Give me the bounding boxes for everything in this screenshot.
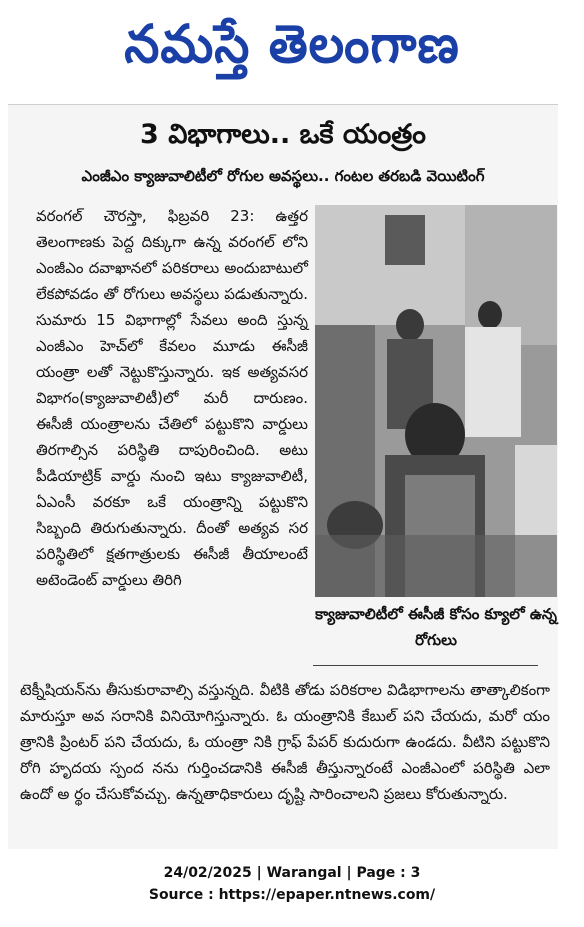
source-link[interactable]: Source : https://epaper.ntnews.com/ [148, 887, 436, 903]
page-footer [0, 862, 584, 906]
photo-caption: క్యాజువాలిటీలో ఈసీజీ కోసం క్యూలో ఉన్న రోగులు [315, 605, 557, 649]
article-headline: 3 విభాగాలు.. ఒకే యంత్రం [140, 119, 426, 150]
caption-divider [313, 665, 538, 666]
edition-meta: 24/02/2025 | Warangal | Page : 3 [163, 865, 421, 881]
article-body-column: వరంగల్ చౌరస్తా, ఫిబ్రవరి 23: ఉత్తర తెలంగాణకు పెద్ద దిక్కుగా ఉన్న వరంగల్ లోని ఎంజీఎం దవాఖానలో పరికరాలు అందుబాటులో లేకపోవడం తో రోగులు అవస్థలు పడుతున్నారు. సుమారు 15 విభాగాల్లో సేవలు అంది స్తున్న ఎంజీఎం హెచ్‌లో కేవలం మూడు ఈసీజీ యంత్రా లతో నెట్టుకొస్తున్నారు. ఇక అత్యవసర విభాగం(క్యాజువాలిటీ)లో మరీ దారుణం. ఈసీజీ యంత్రాలను చేతిలో పట్టుకొని వార్డులు తిరగాల్సిన పరిస్థితి దాపురించింది. అటు పీడియాట్రిక్ వార్డు నుంచి ఇటు క్యాజువాలిటీ, ఏఎంసీ వరకూ ఒకే యంత్రాన్ని పట్టుకొని సిబ్బంది తిరుగుతున్నారు. దీంతో అత్యవ సర పరిస్థితిలో క్షతగాత్రులకు ఈసీజీ తీయాలంటే అటెండెంట్ వార్డులు తిరిగి [36, 207, 308, 589]
photo-hospital-queue [315, 205, 557, 597]
article-photo [315, 205, 557, 597]
article-subheadline: ఎంజీఎం క్యాజువాలిటీలో రోగుల అవస్థలు.. గంటల తరబడి వెయిటింగ్ [81, 167, 485, 185]
newspaper-logo: నమస్తే తెలంగాణ [124, 12, 460, 75]
article-body-full-width: టెక్నీషియన్‌ను తీసుకురావాల్సి వస్తున్నది. వీటికి తోడు పరికరాల విడిభాగాలను తాత్కాలికంగా మారుస్తూ అవ సరానికి వినియోగిస్తున్నారు. ఓ యంత్రానికి కేబుల్ పని చేయదు, మరో యం త్రానికి ప్రింటర్ పని చేయదు, ఓ యంత్రా నికి గ్రాఫ్ పేపర్ కుదురుగా ఉండదు. వీటిని పట్టుకొని రోగి హృదయ స్పంద నను గుర్తించడానికి ఈసీజీ తీస్తున్నారంటే ఎంజీఎంలో పరిస్థితి ఎలా ఉందో అ ర్థం చేసుకోవచ్చు. ఉన్నతాధికారులు దృష్టి సారించాలని ప్రజలు కోరుతున్నారు. [20, 681, 550, 803]
article-clipping [8, 104, 558, 849]
masthead [0, 0, 584, 92]
